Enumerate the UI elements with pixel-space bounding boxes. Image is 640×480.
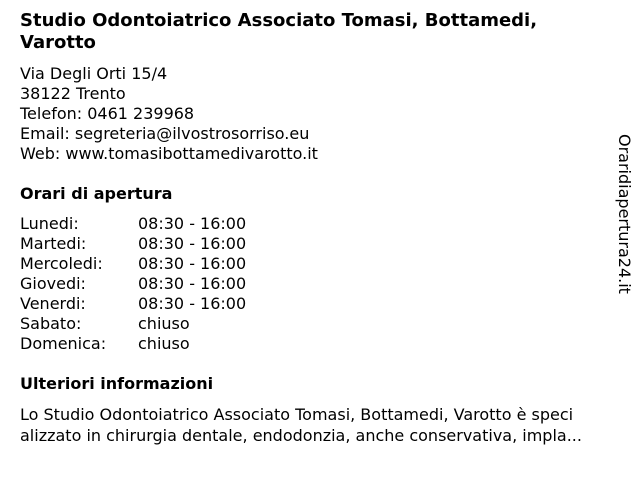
time-value: 08:30 - 16:00 [138, 234, 247, 253]
hours-row-friday [20, 294, 246, 314]
day-label: Lunedi: [20, 214, 79, 233]
day-label: Sabato: [20, 314, 82, 333]
hours-row-tuesday [20, 234, 246, 254]
description-text [20, 404, 630, 446]
opening-hours-list [20, 214, 246, 354]
day-label: Martedi: [20, 234, 87, 253]
description-line-1: Lo Studio Odontoiatrico Associato Tomasi, Bottamedi, Varotto è speci [20, 405, 574, 424]
address-line: Via Degli Orti 15/4 [20, 64, 168, 83]
hours-row-sunday [20, 334, 246, 354]
day-label: Giovedi: [20, 274, 86, 293]
hours-row-saturday [20, 314, 246, 334]
contact-details [20, 64, 318, 164]
watermark-vertical-text: Oraridiapertura24.it [615, 134, 634, 294]
opening-hours-heading: Orari di apertura [20, 184, 173, 203]
email-line: Email: segreteria@ilvostrosorriso.eu [20, 124, 310, 143]
hours-row-thursday [20, 274, 246, 294]
time-value: 08:30 - 16:00 [138, 294, 247, 313]
hours-row-monday [20, 214, 246, 234]
description-line-2: alizzato in chirurgia dentale, endodonzia, anche conservativa, impla... [20, 426, 582, 445]
day-label: Mercoledi: [20, 254, 103, 273]
day-label: Domenica: [20, 334, 107, 353]
more-info-heading: Ulteriori informazioni [20, 374, 214, 393]
time-value: 08:30 - 16:00 [138, 254, 247, 273]
time-value: chiuso [138, 334, 190, 353]
web-line: Web: www.tomasibottamedivarotto.it [20, 144, 318, 163]
time-value: 08:30 - 16:00 [138, 274, 247, 293]
city-line: 38122 Trento [20, 84, 126, 103]
phone-line: Telefon: 0461 239968 [20, 104, 195, 123]
day-label: Venerdi: [20, 294, 86, 313]
hours-row-wednesday [20, 254, 246, 274]
time-value: 08:30 - 16:00 [138, 214, 247, 233]
page-title: Studio Odontoiatrico Associato Tomasi, Bottamedi, Varotto [20, 10, 538, 53]
time-value: chiuso [138, 314, 190, 333]
